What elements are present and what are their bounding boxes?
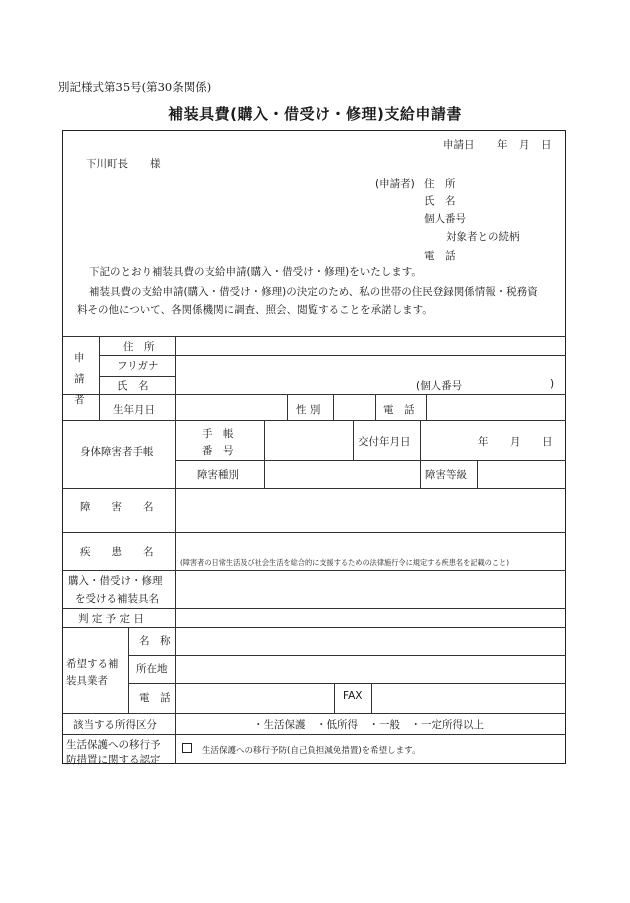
device-name-label-2: を受ける補装具名 [75, 593, 159, 605]
header-relationship-label: 対象者との続柄 [446, 231, 520, 243]
honorific: 様 [150, 158, 161, 170]
income-options: ・生活保護 ・低所得 ・一般 ・一定所得以上 [253, 719, 484, 731]
issue-date-label: 交付年月日 [358, 436, 411, 448]
date-day: 日 [541, 139, 552, 151]
transition-label-1: 生活保護への移行予 [66, 739, 161, 751]
handbook-number-label-2: 番 号 [202, 445, 234, 457]
applicant-label-2: 請 [74, 373, 85, 385]
disease-name-label: 疾 患 名 [80, 546, 154, 558]
disease-note: (障害者の日常生活及び社会生活を総合的に支援するための法律施行令に規定する疾患名を記載のこと) [180, 558, 510, 567]
table-personal-number-close: ) [550, 378, 555, 390]
vendor-name-label: 名 称 [139, 635, 171, 647]
statement-line-3: 料その他について、各関係機関に調査、照会、閲覧することを承諾します。 [77, 304, 433, 316]
fax-label: FAX [343, 690, 363, 702]
judgment-date-label: 判 定 予 定 日 [78, 613, 144, 625]
issue-day: 日 [542, 436, 553, 448]
table-birthdate-label: 生年月日 [113, 404, 155, 416]
vendor-label-2: 装具業者 [66, 675, 108, 687]
statement-line-1: 下記のとおり補装具費の支給申請(購入・借受け・修理)をいたします。 [89, 266, 422, 278]
applicant-label-3: 者 [74, 394, 85, 406]
vendor-label-1: 希望する補 [66, 658, 119, 670]
addressee: 下川町長 [86, 158, 128, 170]
disability-grade-label: 障害等級 [425, 469, 467, 481]
handbook-number-label-1: 手 帳 [202, 428, 234, 440]
disability-handbook-label: 身体障害者手帳 [80, 446, 154, 458]
date-year: 年 [497, 139, 508, 151]
disability-name-label: 障 害 名 [80, 501, 154, 513]
applicant-marker: (申請者) [375, 178, 415, 190]
disability-type-label: 障害種別 [197, 469, 239, 481]
header-name-label: 氏 名 [424, 195, 456, 207]
table-furigana-label: フリガナ [117, 360, 159, 372]
device-name-label-1: 購入・借受け・修理 [68, 575, 163, 587]
applicant-label-1: 申 [74, 352, 85, 364]
statement-line-2: 補装具費の支給申請(購入・借受け・修理)の決定のため、私の世帯の住民登録関係情報・税務資 [89, 286, 538, 298]
vendor-location-label: 所在地 [136, 663, 168, 675]
issue-month: 月 [510, 436, 521, 448]
table-name-label: 氏 名 [117, 380, 149, 392]
vendor-phone-label: 電 話 [139, 692, 171, 704]
table-personal-number-label: (個人番号 [416, 380, 463, 392]
page-title: 補装具費(購入・借受け・修理)支給申請書 [168, 105, 462, 123]
date-month: 月 [519, 139, 530, 151]
transition-label-2: 防措置に関する認定 [66, 754, 161, 766]
issue-year: 年 [478, 436, 489, 448]
transition-checkbox[interactable] [182, 743, 192, 753]
header-personal-number-label: 個人番号 [424, 213, 466, 225]
header-address-label: 住 所 [424, 178, 456, 190]
application-date-label: 申請日 [443, 139, 475, 151]
transition-text: 生活保護への移行予防(自己負担減免措置)を希望します。 [202, 746, 421, 756]
header-phone-label: 電 話 [424, 250, 456, 262]
table-address-label: 住 所 [123, 341, 155, 353]
table-gender-label: 性 別 [296, 404, 321, 416]
table-phone-label: 電 話 [383, 404, 415, 416]
income-class-label: 該当する所得区分 [73, 719, 157, 731]
form-id: 別記様式第35号(第30条関係) [58, 80, 212, 94]
